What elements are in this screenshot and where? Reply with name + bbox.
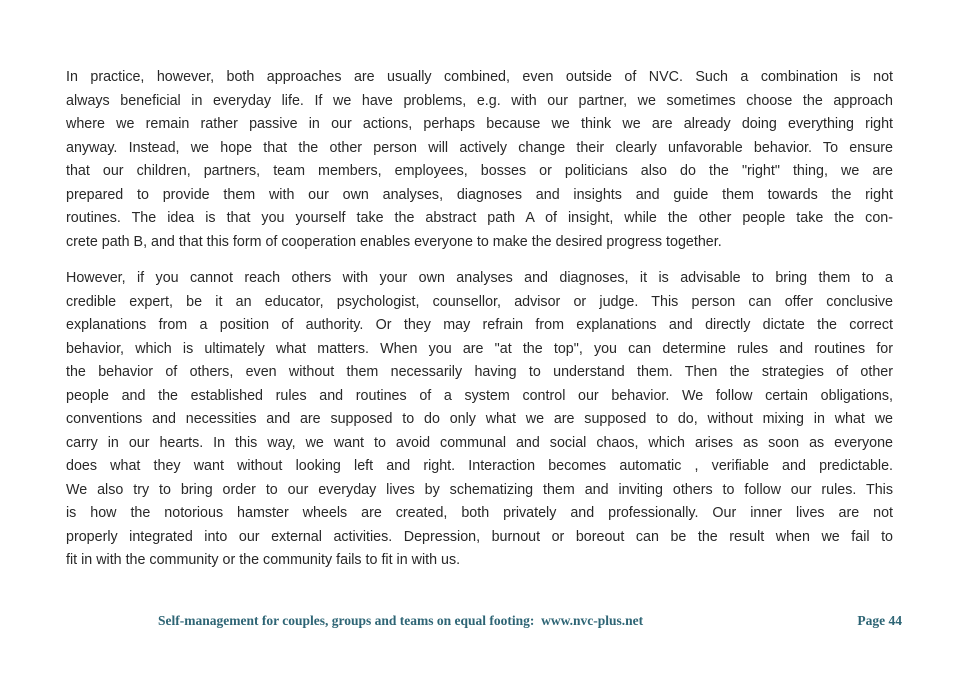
text-line: does what they want without looking left and right. Interaction becomes automatic , verifiable and predictable. [66,458,893,474]
text-line: We also try to bring order to our everyday lives by schematizing them and inviting others to follow our rules. This [66,481,893,498]
text-line: the behavior of others, even without them necessarily having to understand them. Then the strategies of other [66,364,893,380]
text-line: credible expert, be it an educator, psychologist, counsellor, advisor or judge. This person can offer conclusive [66,293,893,310]
text-line: routines. The idea is that you yourself take the abstract path A of insight, while the other people take the con- [66,210,893,226]
text-line: anyway. Instead, we hope that the other person will actively change their clearly unfavorable behavior. To ensure [66,139,893,156]
text-line: In practice, however, both approaches are usually combined, even outside of NVC. Such a combination is not [66,69,893,85]
page-number: Page 44 [857,613,902,628]
paragraph-2 [66,267,893,573]
footer-title: Self-management for couples, groups and teams on equal footing: www.nvc-plus.net [158,613,644,628]
text-line: behavior, which is ultimately what matters. When you are "at the top", you can determine rules and routines for [66,340,893,357]
text-line: crete path B, and that this form of cooperation enables everyone to make the desired progress together. [66,233,722,250]
text-line: carry in our hearts. In this way, we want to avoid communal and social chaos, which arises as soon as everyone [66,434,893,451]
text-line: people and the established rules and routines of a system control our behavior. We follow certain obligations, [66,387,893,404]
text-line: that our children, partners, team members, employees, bosses or politicians also do the "right" thing, we are [66,163,893,179]
text-line: where we remain rather passive in our actions, perhaps because we think we are already doing everything right [66,116,893,132]
text-line: fit in with the community or the community fails to fit in with us. [66,552,461,568]
body-text [66,66,893,586]
text-line: is how the notorious hamster wheels are created, both privately and professionally. Our inner lives are not [66,505,893,521]
text-line: always beneficial in everyday life. If we have problems, e.g. with our partner, we sometimes choose the approach [66,92,893,109]
text-line: However, if you cannot reach others with your own analyses and diagnoses, it is advisable to bring them to a [66,270,893,286]
text-line: properly integrated into our external activities. Depression, burnout or boreout can be the result when we fail to [66,528,893,545]
paragraph-1 [66,66,893,254]
text-line: conventions and necessities and are supposed to do only what we are supposed to do, without mixing in what we [66,411,893,427]
text-line: prepared to provide them with our own analyses, diagnoses and insights and guide them towards the right [66,186,893,203]
page-footer [66,611,902,631]
text-line: explanations from a position of authority. Or they may refrain from explanations and directly dictate the correct [66,317,893,333]
